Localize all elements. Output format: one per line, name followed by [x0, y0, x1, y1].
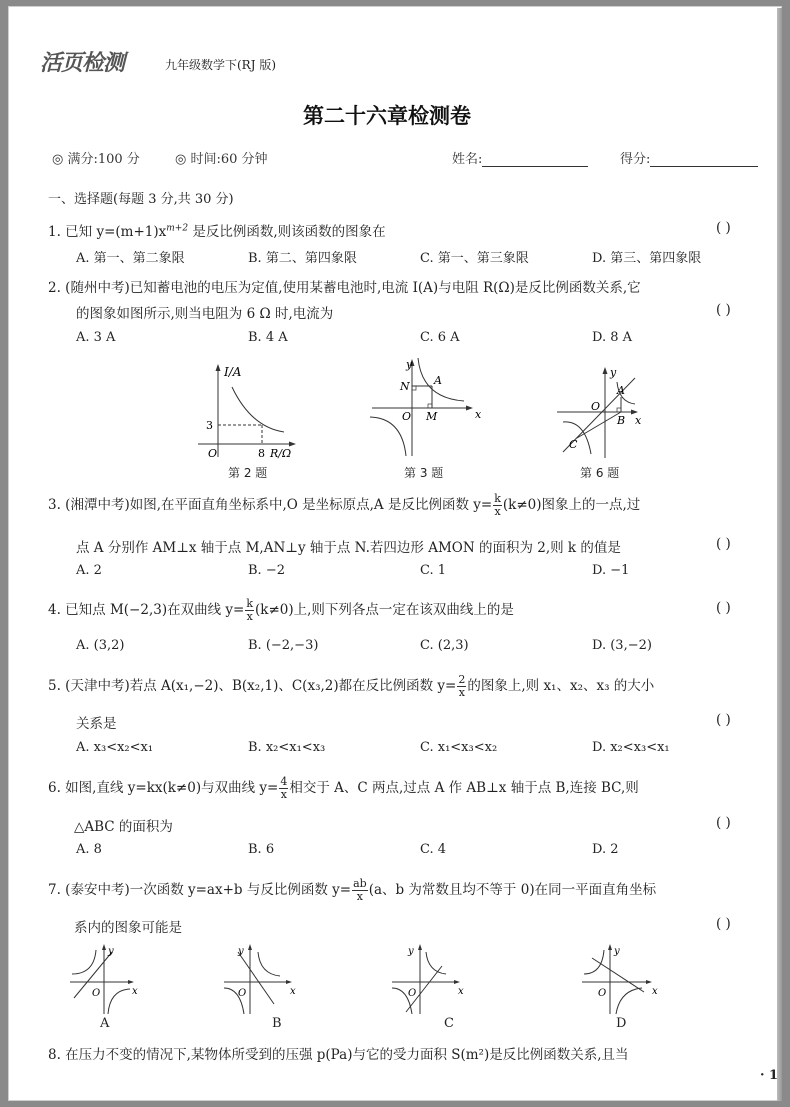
fig3-origin: O [402, 410, 412, 423]
q7c-ylabel: y [408, 946, 414, 957]
q1-stem: 1. 已知 y=(m+1)x [48, 224, 167, 240]
figure-q3 [370, 356, 485, 458]
name-field[interactable] [452, 148, 588, 167]
q7-stem: 7. (泰安中考)一次函数 y=ax+b 与反比例函数 y= [48, 882, 352, 898]
q3-stem-end: (k≠0)图象上的一点,过 [502, 497, 641, 513]
q7b-ylabel: y [238, 946, 244, 957]
fig3-right-angle-m [428, 404, 432, 408]
q4-denominator: x [246, 610, 253, 623]
q7-label-b[interactable]: B [272, 1016, 282, 1031]
fig6-right-angle [617, 408, 621, 412]
q3-fraction [493, 493, 502, 518]
q7-fraction [352, 878, 368, 903]
q6-option-c[interactable]: C. 4 [420, 842, 447, 857]
q5-stem: 5. (天津中考)若点 A(x₁,−2)、B(x₂,1)、C(x₃,2)都在反比例函数 y= [48, 678, 457, 694]
q5-numerator: 2 [458, 673, 466, 686]
figure-q6 [555, 364, 645, 460]
q3-stem: 3. (湘潭中考)如图,在平面直角坐标系中,O 是坐标原点,A 是反比例函数 y= [48, 497, 493, 513]
q1-exponent: m+2 [166, 223, 189, 234]
question-7-cont: 系内的图象可能是 [74, 920, 182, 936]
q3-option-a[interactable]: A. 2 [76, 563, 102, 578]
page-number: · 1 [760, 1068, 779, 1083]
fig2-xlabel: R/Ω [270, 447, 292, 460]
fig6-BC [577, 412, 621, 438]
q3-option-b[interactable]: B. −2 [248, 563, 285, 578]
q7b-xlabel: x [290, 986, 296, 997]
figure-q2 [196, 362, 306, 462]
time-limit: ◎ 时间:60 分钟 [175, 152, 268, 167]
q5-stem-end: 的图象上,则 x₁、x₂、x₃ 的大小 [467, 678, 655, 694]
q7a-xlabel: x [132, 986, 138, 997]
q4-stem: 4. 已知点 M(−2,3)在双曲线 y= [48, 602, 245, 618]
q4-option-a[interactable]: A. (3,2) [76, 638, 125, 653]
q5-fraction [457, 674, 466, 699]
q6-numerator: 4 [280, 775, 288, 788]
fig2-ylabel: I/A [224, 365, 242, 379]
fig2-y-arrow [216, 364, 221, 371]
q3-option-d[interactable]: D. −1 [592, 563, 630, 578]
q3-numerator: k [494, 492, 501, 505]
q6-option-a[interactable]: A. 8 [76, 842, 102, 857]
q7d-origin: O [598, 988, 607, 999]
q7-graph-a[interactable] [68, 944, 138, 1016]
fig3-x-arrow [466, 406, 473, 411]
q1-stem-end: 是反比例函数,则该函数的图象在 [188, 224, 386, 240]
q7-denominator: x [356, 890, 363, 903]
q6-denominator: x [280, 788, 287, 801]
section-heading: 一、选择题(每题 3 分,共 30 分) [48, 192, 234, 207]
question-7 [48, 878, 656, 903]
q7-label-d[interactable]: D [616, 1016, 627, 1031]
q2-answer-blank[interactable]: ( ) [716, 302, 731, 318]
fig3-label-n: N [400, 380, 410, 393]
q3-answer-blank[interactable]: ( ) [716, 536, 731, 552]
q1-option-b[interactable]: B. 第二、第四象限 [248, 251, 357, 266]
q7a-origin: O [92, 988, 101, 999]
score-blank[interactable] [650, 166, 758, 167]
q7-graph-b[interactable] [222, 944, 298, 1016]
fig2-ytick: 3 [206, 419, 213, 432]
fig6-y-arrow [603, 367, 608, 374]
q7b-origin: O [238, 988, 247, 999]
full-score: ◎ 满分:100 分 [52, 152, 140, 167]
grade-label: 九年级数学下(RJ 版) [165, 58, 277, 72]
q5-denominator: x [458, 686, 465, 699]
page-edge [777, 8, 782, 1101]
q7-stem-end: (a、b 为常数且均不等于 0)在同一平面直角坐标 [368, 882, 657, 898]
question-3 [48, 493, 640, 518]
q7-answer-blank[interactable]: ( ) [716, 916, 731, 932]
question-6 [48, 776, 639, 801]
q4-option-d[interactable]: D. (3,−2) [592, 638, 652, 653]
q4-fraction [245, 598, 254, 623]
fig3-curve-q3 [370, 417, 406, 456]
brand-logo: 活页检测 [40, 51, 125, 76]
q7c-xlabel: x [458, 986, 464, 997]
q5-option-d[interactable]: D. x₂<x₃<x₁ [592, 740, 670, 755]
question-5-cont: 关系是 [76, 716, 117, 732]
fig3-ylabel: y [406, 358, 413, 371]
question-5 [48, 674, 654, 699]
q5-option-c[interactable]: C. x₁<x₃<x₂ [420, 740, 498, 755]
q1-answer-blank[interactable]: ( ) [716, 220, 731, 236]
fig3-caption: 第 3 题 [404, 466, 444, 480]
q4-option-c[interactable]: C. (2,3) [420, 638, 469, 653]
q7-graph-d[interactable] [580, 944, 660, 1016]
q3-denominator: x [494, 505, 501, 518]
fig3-label-m: M [426, 410, 438, 423]
question-3-cont: 点 A 分别作 AM⊥x 轴于点 M,AN⊥y 轴于点 N.若四边形 AMON 的面积为 2,则 k 的值是 [76, 540, 621, 556]
q6-stem: 6. 如图,直线 y=kx(k≠0)与双曲线 y= [48, 780, 279, 796]
q4-stem-end: (k≠0)上,则下列各点一定在该双曲线上的是 [255, 602, 514, 618]
fig3-label-a: A [434, 374, 442, 387]
q6-stem-end: 相交于 A、C 两点,过点 A 作 AB⊥x 轴于点 B,连接 BC,则 [289, 780, 639, 796]
q5-option-a[interactable]: A. x₃<x₂<x₁ [76, 740, 154, 755]
q2-option-a[interactable]: A. 3 A [76, 330, 116, 345]
q7c-origin: O [408, 988, 417, 999]
q6-fraction [279, 776, 288, 801]
question-8: 8. 在压力不变的情况下,某物体所受到的压强 p(Pa)与它的受力面积 S(m²)是反比例函数关系,且当 [48, 1047, 629, 1063]
q7d-xlabel: x [652, 986, 658, 997]
name-label: 姓名: [452, 152, 483, 167]
score-field[interactable] [620, 148, 758, 167]
q2-option-b[interactable]: B. 4 A [248, 330, 288, 345]
score-label: 得分: [620, 152, 651, 167]
fig6-ylabel: y [610, 366, 617, 379]
question-2: 2. (随州中考)已知蓄电池的电压为定值,使用某蓄电池时,电流 I(A)与电阻 R(Ω)是反比例函数关系,它 [48, 280, 641, 296]
q4-numerator: k [246, 597, 254, 610]
q4-answer-blank[interactable]: ( ) [716, 600, 731, 616]
q7d-ylabel: y [614, 946, 620, 957]
fig6-origin: O [591, 400, 601, 413]
q2-option-c[interactable]: C. 6 A [420, 330, 460, 345]
question-6-cont: △ABC 的面积为 [74, 819, 173, 835]
question-1 [48, 220, 386, 240]
q1-option-d[interactable]: D. 第三、第四象限 [592, 251, 702, 266]
q4-option-b[interactable]: B. (−2,−3) [248, 638, 319, 653]
q6-option-b[interactable]: B. 6 [248, 842, 275, 857]
fig3-xlabel: x [475, 408, 482, 421]
q5-option-b[interactable]: B. x₂<x₁<x₃ [248, 740, 326, 755]
fig2-origin: O [208, 447, 218, 460]
fig6-caption: 第 6 题 [580, 466, 620, 480]
q2-option-d[interactable]: D. 8 A [592, 330, 633, 345]
page-title: 第二十六章检测卷 [303, 104, 471, 128]
q1-option-a[interactable]: A. 第一、第二象限 [76, 251, 185, 266]
q7-graph-c[interactable] [390, 944, 466, 1016]
q1-option-c[interactable]: C. 第一、第三象限 [420, 251, 529, 266]
fig3-right-angle-n [412, 386, 416, 390]
fig6-xlabel: x [635, 414, 642, 427]
fig6-label-a: A [617, 384, 625, 397]
q6-answer-blank[interactable]: ( ) [716, 815, 731, 831]
fig2-x-arrow [289, 442, 296, 447]
q7a-ylabel: y [108, 946, 114, 957]
question-4 [48, 598, 514, 623]
name-blank[interactable] [482, 166, 588, 167]
q6-option-d[interactable]: D. 2 [592, 842, 619, 857]
fig2-caption: 第 2 题 [228, 466, 268, 480]
q7-numerator: ab [353, 877, 367, 890]
fig2-xtick: 8 [258, 447, 265, 460]
fig6-label-c: C [569, 438, 578, 451]
fig6-label-b: B [617, 414, 626, 427]
q5-answer-blank[interactable]: ( ) [716, 712, 731, 728]
q7-label-a[interactable]: A [100, 1016, 110, 1031]
question-2-cont: 的图象如图所示,则当电阻为 6 Ω 时,电流为 [76, 306, 334, 322]
q7-label-c[interactable]: C [444, 1016, 454, 1031]
q3-option-c[interactable]: C. 1 [420, 563, 447, 578]
